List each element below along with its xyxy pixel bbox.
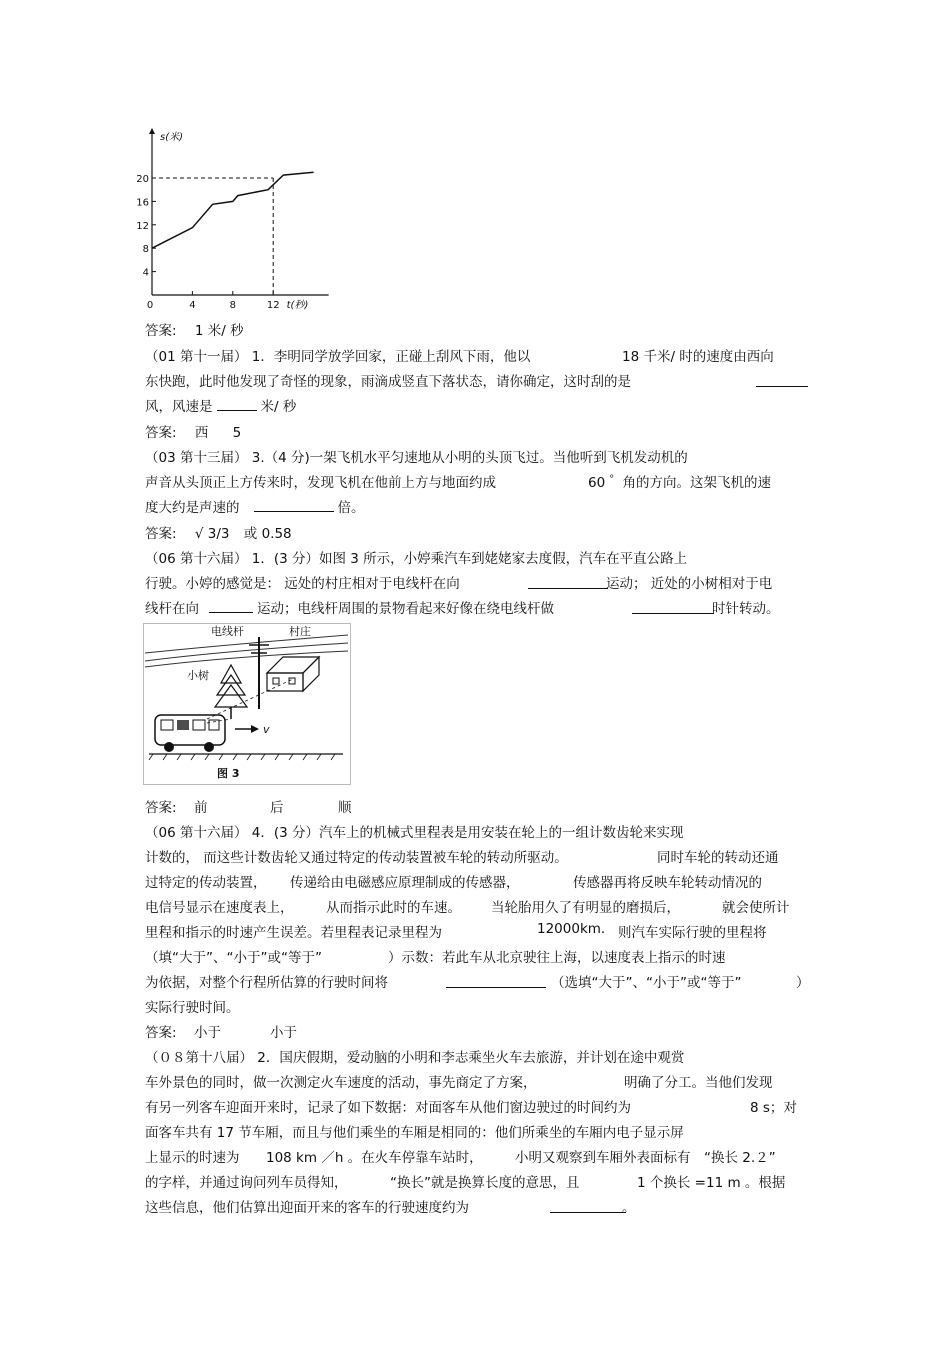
q4-l7c: ） <box>796 975 810 991</box>
q2-line3: 度大约是声速的 倍。 <box>145 500 365 516</box>
y-tick-label: 8 <box>142 244 149 256</box>
y-axis-arrow-icon <box>149 128 155 134</box>
y-tick-label: 12 <box>136 220 149 232</box>
x-tick-label: 4 <box>189 300 196 311</box>
q4-l4a: 电信号显示在速度表上， <box>145 900 294 916</box>
q4-l5b: 12000km. <box>537 921 606 937</box>
q4-l8: 实际行驶时间。 <box>145 1000 240 1016</box>
y-tick-label: 20 <box>136 174 149 185</box>
q4-l4c: 当轮胎用久了有明显的磨损后， <box>491 900 680 916</box>
q5-l2b: 明确了分工。当他们发现 <box>624 1075 773 1091</box>
distance-time-line <box>152 172 314 248</box>
q3-line1: （06 第十六届） 1．(3 分）如图 3 所示，小婷乘汽车到姥姥家去度假，汽车在平直公路上 <box>145 551 688 567</box>
q4-l3c: 传感器再将反映车轮转动情况的 <box>573 875 762 891</box>
q5-l5b: 108 km ／h 。在火车停靠车站时， <box>266 1150 483 1166</box>
x-tick-label: 0 <box>146 300 154 311</box>
answer-row-1 <box>145 319 244 339</box>
q4-l3b: 传递给由电磁感应原理制成的传感器， <box>290 875 520 891</box>
blank-train-speed <box>550 1200 626 1213</box>
q5-l3b: 8 s；对 <box>750 1100 797 1116</box>
tree-label: 小树 <box>187 669 209 682</box>
answer-label: 答案: <box>145 1025 177 1041</box>
blank-speed-ratio <box>254 499 334 512</box>
answer-row-2 <box>145 421 241 441</box>
y-axis-label: s(米) <box>160 132 184 143</box>
blank-time-estimate <box>446 975 546 988</box>
q5-l6c: 1 个换长 =11 m 。根据 <box>637 1175 786 1191</box>
velocity-arrow-icon <box>235 725 259 733</box>
q4-l2b: 同时车轮的转动还通 <box>657 850 779 866</box>
q4-l5a: 里程和指示的时速产生误差。若里程表记录里程为 <box>145 925 442 941</box>
y-tick-label: 4 <box>142 267 149 279</box>
q4-l7a: 为依据，对整个行程所估算的行驶时间将 <box>145 975 388 991</box>
answer-b: 5 <box>232 425 242 441</box>
q4-l7b: （选填“大于”、“小于”或“等于” <box>551 975 742 991</box>
st-graph <box>136 126 340 311</box>
answer-label: 答案: <box>145 800 177 816</box>
bus-icon <box>155 715 225 752</box>
q4-l2a: 计数的， 而这些计数齿轮又通过特定的传动装置被车轮的转动所驱动。 <box>145 850 568 866</box>
house-icon <box>267 657 319 691</box>
q5-l5c: 小明又观察到车厢外表面标有 <box>515 1150 691 1166</box>
q4-l3a: 过特定的传动装置， <box>145 875 267 891</box>
q1-line1b: 18 千米/ 时的速度由西向 <box>622 349 774 365</box>
q2-line1: （03 第十三届） 3.（4 分)一架飞机水平匀速地从小明的头顶飞过。当他听到飞机发动机的 <box>145 450 688 466</box>
answer-a: 西 <box>194 425 209 441</box>
answer-text: 1 米/ 秒 <box>194 323 244 339</box>
answer-row-4 <box>145 796 177 816</box>
answer-a: √ 3/3 <box>194 526 230 542</box>
blank-village-dir <box>528 576 608 589</box>
answer-b: 小于 <box>270 1025 297 1041</box>
q1-line1: （01 第十一届） 1．李明同学放学回家，正碰上刮风下雨，他以 <box>145 349 531 365</box>
q5-l5d: “换长 2.２” <box>704 1150 776 1166</box>
x-tick-label: 12 <box>266 300 280 311</box>
q5-l5a: 上显示的时速为 <box>145 1150 240 1166</box>
q2-line2b: 60 ° 角的方向。这架飞机的速 <box>588 473 771 491</box>
q4-l1: （06 第十六届） 4．(3 分）汽车上的机械式里程表是用安装在轮上的一组计数齿轮来实现 <box>145 825 684 841</box>
figure-3 <box>143 623 351 785</box>
answer-b: 或 0.58 <box>243 526 292 542</box>
blank-wind-speed <box>217 398 257 411</box>
velocity-label: v <box>263 723 270 736</box>
blank-wind-direction <box>756 374 808 387</box>
tree-icon <box>215 665 247 719</box>
q5-l3a: 有另一列客车迎面开来时，记录了如下数据：对面客车从他们窗边驶过的时间约为 <box>145 1100 631 1116</box>
q3-line3c: 时针转动。 <box>712 601 780 617</box>
answer-c: 顺 <box>338 800 352 816</box>
x-tick-label: 8 <box>229 300 236 311</box>
degree-sign: ° <box>609 473 615 485</box>
village-label: 村庄 <box>289 625 311 638</box>
blank-rotation <box>632 601 714 614</box>
q4-l6b: ）示数：若此车从北京驶往上海，以速度表上指示的时速 <box>388 950 726 966</box>
q5-l6b: “换长”就是换算长度的意思，且 <box>390 1175 580 1191</box>
q5-l4: 面客车共有 17 节车厢，而且与他们乘坐的车厢是相同的：他们所乘坐的车厢内电子显示屏 <box>145 1125 684 1141</box>
q3-line2b: 运动； 近处的小树相对于电 <box>606 576 773 592</box>
answer-row-5 <box>145 1021 177 1041</box>
x-axis-label: t(秒) <box>286 300 309 311</box>
answer-label: 答案: <box>145 323 177 339</box>
answer-a: 小于 <box>194 1025 221 1041</box>
q5-l2a: 车外景色的同时，做一次测定火车速度的活动，事先商定了方案， <box>145 1075 537 1091</box>
blank-tree-dir <box>209 600 253 613</box>
q1-line2: 东快跑，此时他发现了奇怪的现象，雨滴成竖直下落状态，请你确定，这时刮的是 <box>145 374 631 390</box>
q1-line3: 风，风速是 米/ 秒 <box>145 399 297 415</box>
answer-label: 答案: <box>145 526 177 542</box>
q5-l7b: 。 <box>622 1200 636 1216</box>
answer-a: 前 <box>194 800 208 816</box>
q4-l4d: 就会使所计 <box>722 900 790 916</box>
q3-line3: 线杆在向 运动；电线杆周围的景物看起来好像在绕电线杆做 <box>145 601 554 617</box>
q4-l6a: （填“大于”、“小于”或“等于” <box>145 950 322 966</box>
pole-label: 电线杆 <box>211 625 244 638</box>
answer-b: 后 <box>270 800 284 816</box>
q5-l1: （０８第十八届） 2．国庆假期，爱动脑的小明和李志乘坐火车去旅游，并计划在途中观赏 <box>145 1050 685 1066</box>
y-tick-label: 16 <box>136 197 149 209</box>
q2-line2a: 声音从头顶正上方传来时，发现飞机在他前上方与地面约成 <box>145 475 496 491</box>
q4-l5c: 则汽车实际行驶的里程将 <box>618 925 767 941</box>
answer-label: 答案: <box>145 425 177 441</box>
q4-l4b: 从而指示此时的车速。 <box>326 900 461 916</box>
answer-row-3 <box>145 522 292 542</box>
q5-l7a: 这些信息，他们估算出迎面开来的客车的行驶速度约为 <box>145 1200 469 1216</box>
q5-l6a: 的字样，并通过询问列车员得知， <box>145 1175 348 1191</box>
q3-line2a: 行驶。小婷的感觉是： 远处的村庄相对于电线杆在向 <box>145 576 460 592</box>
figure-caption: 图 3 <box>217 767 240 780</box>
